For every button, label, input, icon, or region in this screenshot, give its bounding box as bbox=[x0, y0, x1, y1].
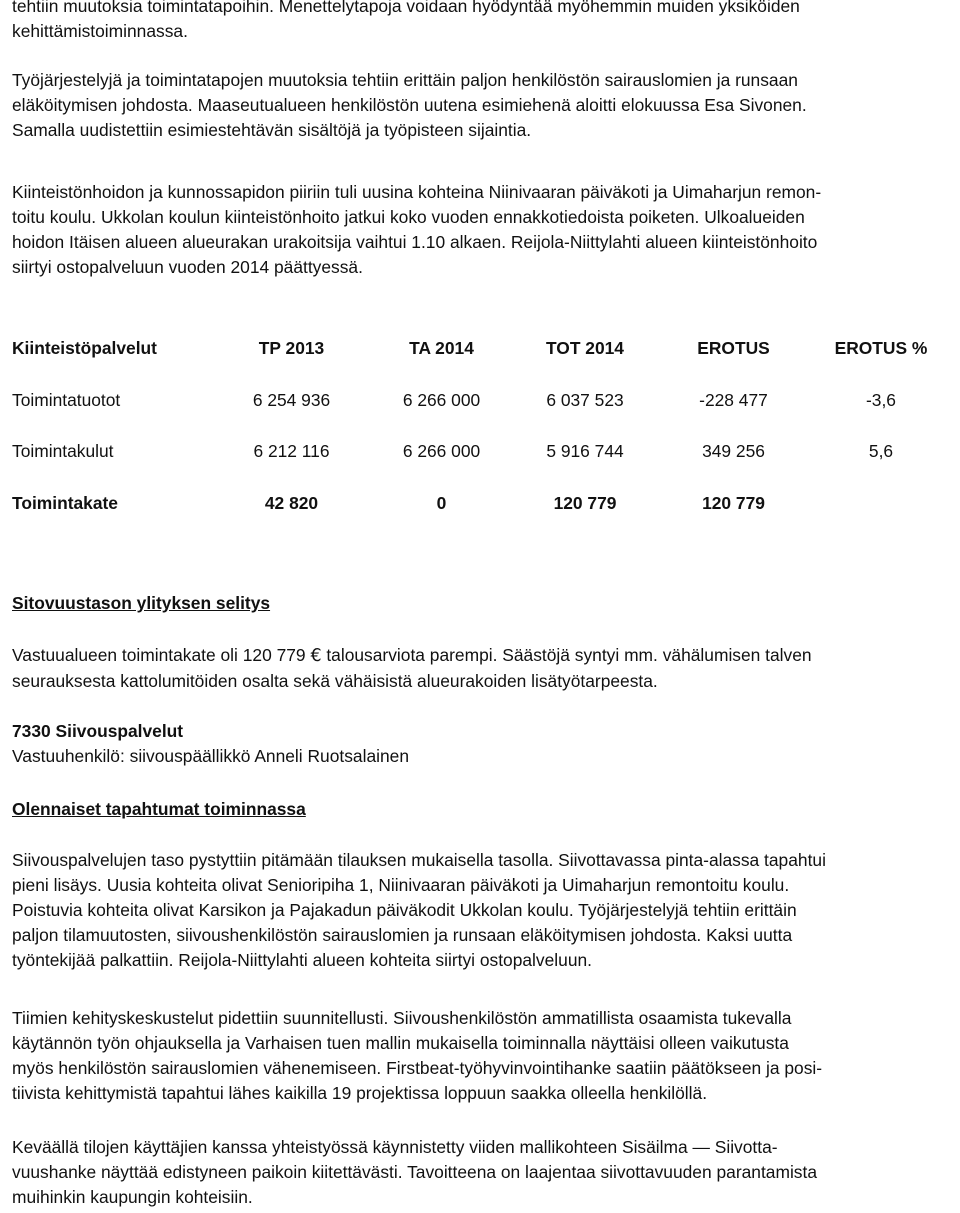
header-tp-2013: TP 2013 bbox=[258, 338, 325, 359]
table-row-total bbox=[10, 478, 950, 530]
intro-paragraph bbox=[12, 0, 952, 44]
text-line: kehittämistoiminnassa. bbox=[12, 21, 188, 41]
text-line: käytännön työn ohjauksella ja Varhaisen tuen mallin mukaisella toiminnalla näyttäisi olleen vaikutusta bbox=[12, 1033, 789, 1053]
text-line: muihinkin kaupungin kohteisiin. bbox=[12, 1187, 253, 1207]
section-title: 7330 Siivouspalvelut bbox=[12, 721, 184, 741]
text-line: Poistuvia kohteita olivat Karsikon ja Pajakadun päiväkodit Ukkolan koulu. Työjärjestelyjä tehtiin erittäin bbox=[12, 900, 797, 920]
cell-erotus-percent: 5,6 bbox=[868, 441, 894, 462]
header-kiinteistopalvelut: Kiinteistöpalvelut bbox=[12, 338, 157, 359]
text-segment: talousarviota parempi. Säästöjä syntyi mm. vähälumisen talven bbox=[321, 645, 812, 665]
text-line: hoidon Itäisen alueen alueurakan urakoitsija vaihtui 1.10 alkaen. Reijola-Niittylahti alueen kiinteistönhoito bbox=[12, 232, 818, 252]
cell-tot-2014: 6 037 523 bbox=[546, 389, 624, 410]
euro-symbol: € bbox=[310, 646, 322, 666]
olennaiset-paragraph-1 bbox=[12, 848, 952, 973]
header-erotus-percent: EROTUS % bbox=[834, 338, 928, 359]
olennaiset-heading: Olennaiset tapahtumat toiminnassa bbox=[12, 799, 306, 819]
text-line: Siivouspalvelujen taso pystyttiin pitämään tilauksen mukaisella tasolla. Siivottavassa pinta-alassa tapahtui bbox=[12, 850, 826, 870]
text-line: Keväällä tilojen käyttäjien kanssa yhteistyössä käynnistetty viiden mallikohteen Sisäilma — Siivotta- bbox=[12, 1137, 778, 1157]
text-line: Kiinteistönhoidon ja kunnossapidon piiriin tuli uusina kohteina Niinivaaran päiväkoti ja Uimaharjun remon- bbox=[12, 182, 822, 202]
text-line: tehtiin muutoksia toimintatapoihin. Menettelytapoja voidaan hyödyntää myöhemmin muiden yksiköiden bbox=[12, 0, 800, 16]
sitovuus-paragraph bbox=[12, 643, 952, 694]
cell-ta-2014: 0 bbox=[436, 492, 447, 513]
text-line: seurauksesta kattolumitöiden osalta sekä vähäisistä alueurakoiden lisätyötarpeesta. bbox=[12, 671, 658, 691]
row-label: Toimintakate bbox=[12, 492, 118, 513]
responsible-person: Vastuuhenkilö: siivouspäällikkö Anneli Ruotsalainen bbox=[12, 746, 410, 766]
table-row bbox=[10, 426, 950, 478]
sitovuus-heading: Sitovuustason ylityksen selitys bbox=[12, 593, 271, 613]
text-line: vuushanke näyttää edistyneen paikoin kiitettävästi. Tavoitteena on laajentaa siivottavuuden parantamista bbox=[12, 1162, 818, 1182]
text-line: siirtyi ostopalveluun vuoden 2014 päättyessä. bbox=[12, 257, 363, 277]
cell-erotus: 349 256 bbox=[702, 441, 765, 462]
text-line: Tiimien kehityskeskustelut pidettiin suunnitellusti. Siivoushenkilöstön ammatillista osaamista tukevalla bbox=[12, 1008, 792, 1028]
text-line: Samalla uudistettiin esimiestehtävän sisältöjä ja työpisteen sijaintia. bbox=[12, 120, 532, 140]
text-line: Työjärjestelyjä ja toimintatapojen muutoksia tehtiin erittäin paljon henkilöstön sairauslomien ja runsaan bbox=[12, 70, 798, 90]
text-line: pieni lisäys. Uusia kohteita olivat Senioripiha 1, Niinivaaran päiväkoti ja Uimaharjun remontoitu koulu. bbox=[12, 875, 790, 895]
text-line bbox=[12, 643, 952, 669]
table-header-row bbox=[10, 323, 950, 375]
cell-erotus: -228 477 bbox=[699, 389, 768, 410]
cell-tp-2013: 42 820 bbox=[264, 492, 319, 513]
text-segment: Vastuualueen toimintakate oli 120 779 bbox=[12, 645, 311, 665]
property-maintenance-paragraph bbox=[12, 180, 952, 280]
header-tot-2014: TOT 2014 bbox=[546, 338, 624, 359]
text-line: tiivista kehittymistä tapahtui lähes kaikilla 19 projektissa loppuun saakka olleella henkilöllä. bbox=[12, 1083, 708, 1103]
olennaiset-paragraph-2 bbox=[12, 1006, 952, 1106]
header-ta-2014: TA 2014 bbox=[409, 338, 474, 359]
cell-tp-2013: 6 212 116 bbox=[253, 441, 330, 462]
row-label: Toimintatuotot bbox=[12, 389, 121, 410]
staffing-paragraph bbox=[12, 68, 952, 143]
cell-ta-2014: 6 266 000 bbox=[402, 441, 481, 462]
cell-ta-2014: 6 266 000 bbox=[402, 389, 481, 410]
table-row bbox=[10, 375, 950, 427]
text-line: työntekijää palkattiin. Reijola-Niittylahti alueen kohteita siirtyi ostopalveluun. bbox=[12, 950, 592, 970]
text-line: paljon tilamuutosten, siivoushenkilöstön sairauslomien ja runsaan eläköitymisen johdosta. Kaksi uutta bbox=[12, 925, 793, 945]
section-7330 bbox=[12, 719, 952, 769]
cell-tot-2014: 5 916 744 bbox=[546, 441, 624, 462]
text-line: eläköitymisen johdosta. Maaseutualueen henkilöstön uutena esimiehenä aloitti elokuussa Esa Sivonen. bbox=[12, 95, 807, 115]
header-erotus: EROTUS bbox=[697, 338, 770, 359]
cell-tot-2014: 120 779 bbox=[553, 492, 617, 513]
row-label: Toimintakulut bbox=[12, 441, 114, 462]
cell-erotus-percent: -3,6 bbox=[866, 389, 896, 410]
cell-erotus: 120 779 bbox=[702, 492, 765, 513]
text-line: myös henkilöstön sairauslomien vähenemiseen. Firstbeat-työhyvinvointihanke saatiin päätökseen ja posi- bbox=[12, 1058, 823, 1078]
cell-tp-2013: 6 254 936 bbox=[252, 389, 331, 410]
cell-erotus-percent bbox=[812, 478, 950, 530]
text-line: toitu koulu. Ukkolan koulun kiinteistönhoito jatkui koko vuoden ennakkotiedoista poiketen. Ulkoalueiden bbox=[12, 207, 805, 227]
olennaiset-paragraph-3 bbox=[12, 1135, 952, 1210]
financial-table bbox=[10, 323, 950, 529]
